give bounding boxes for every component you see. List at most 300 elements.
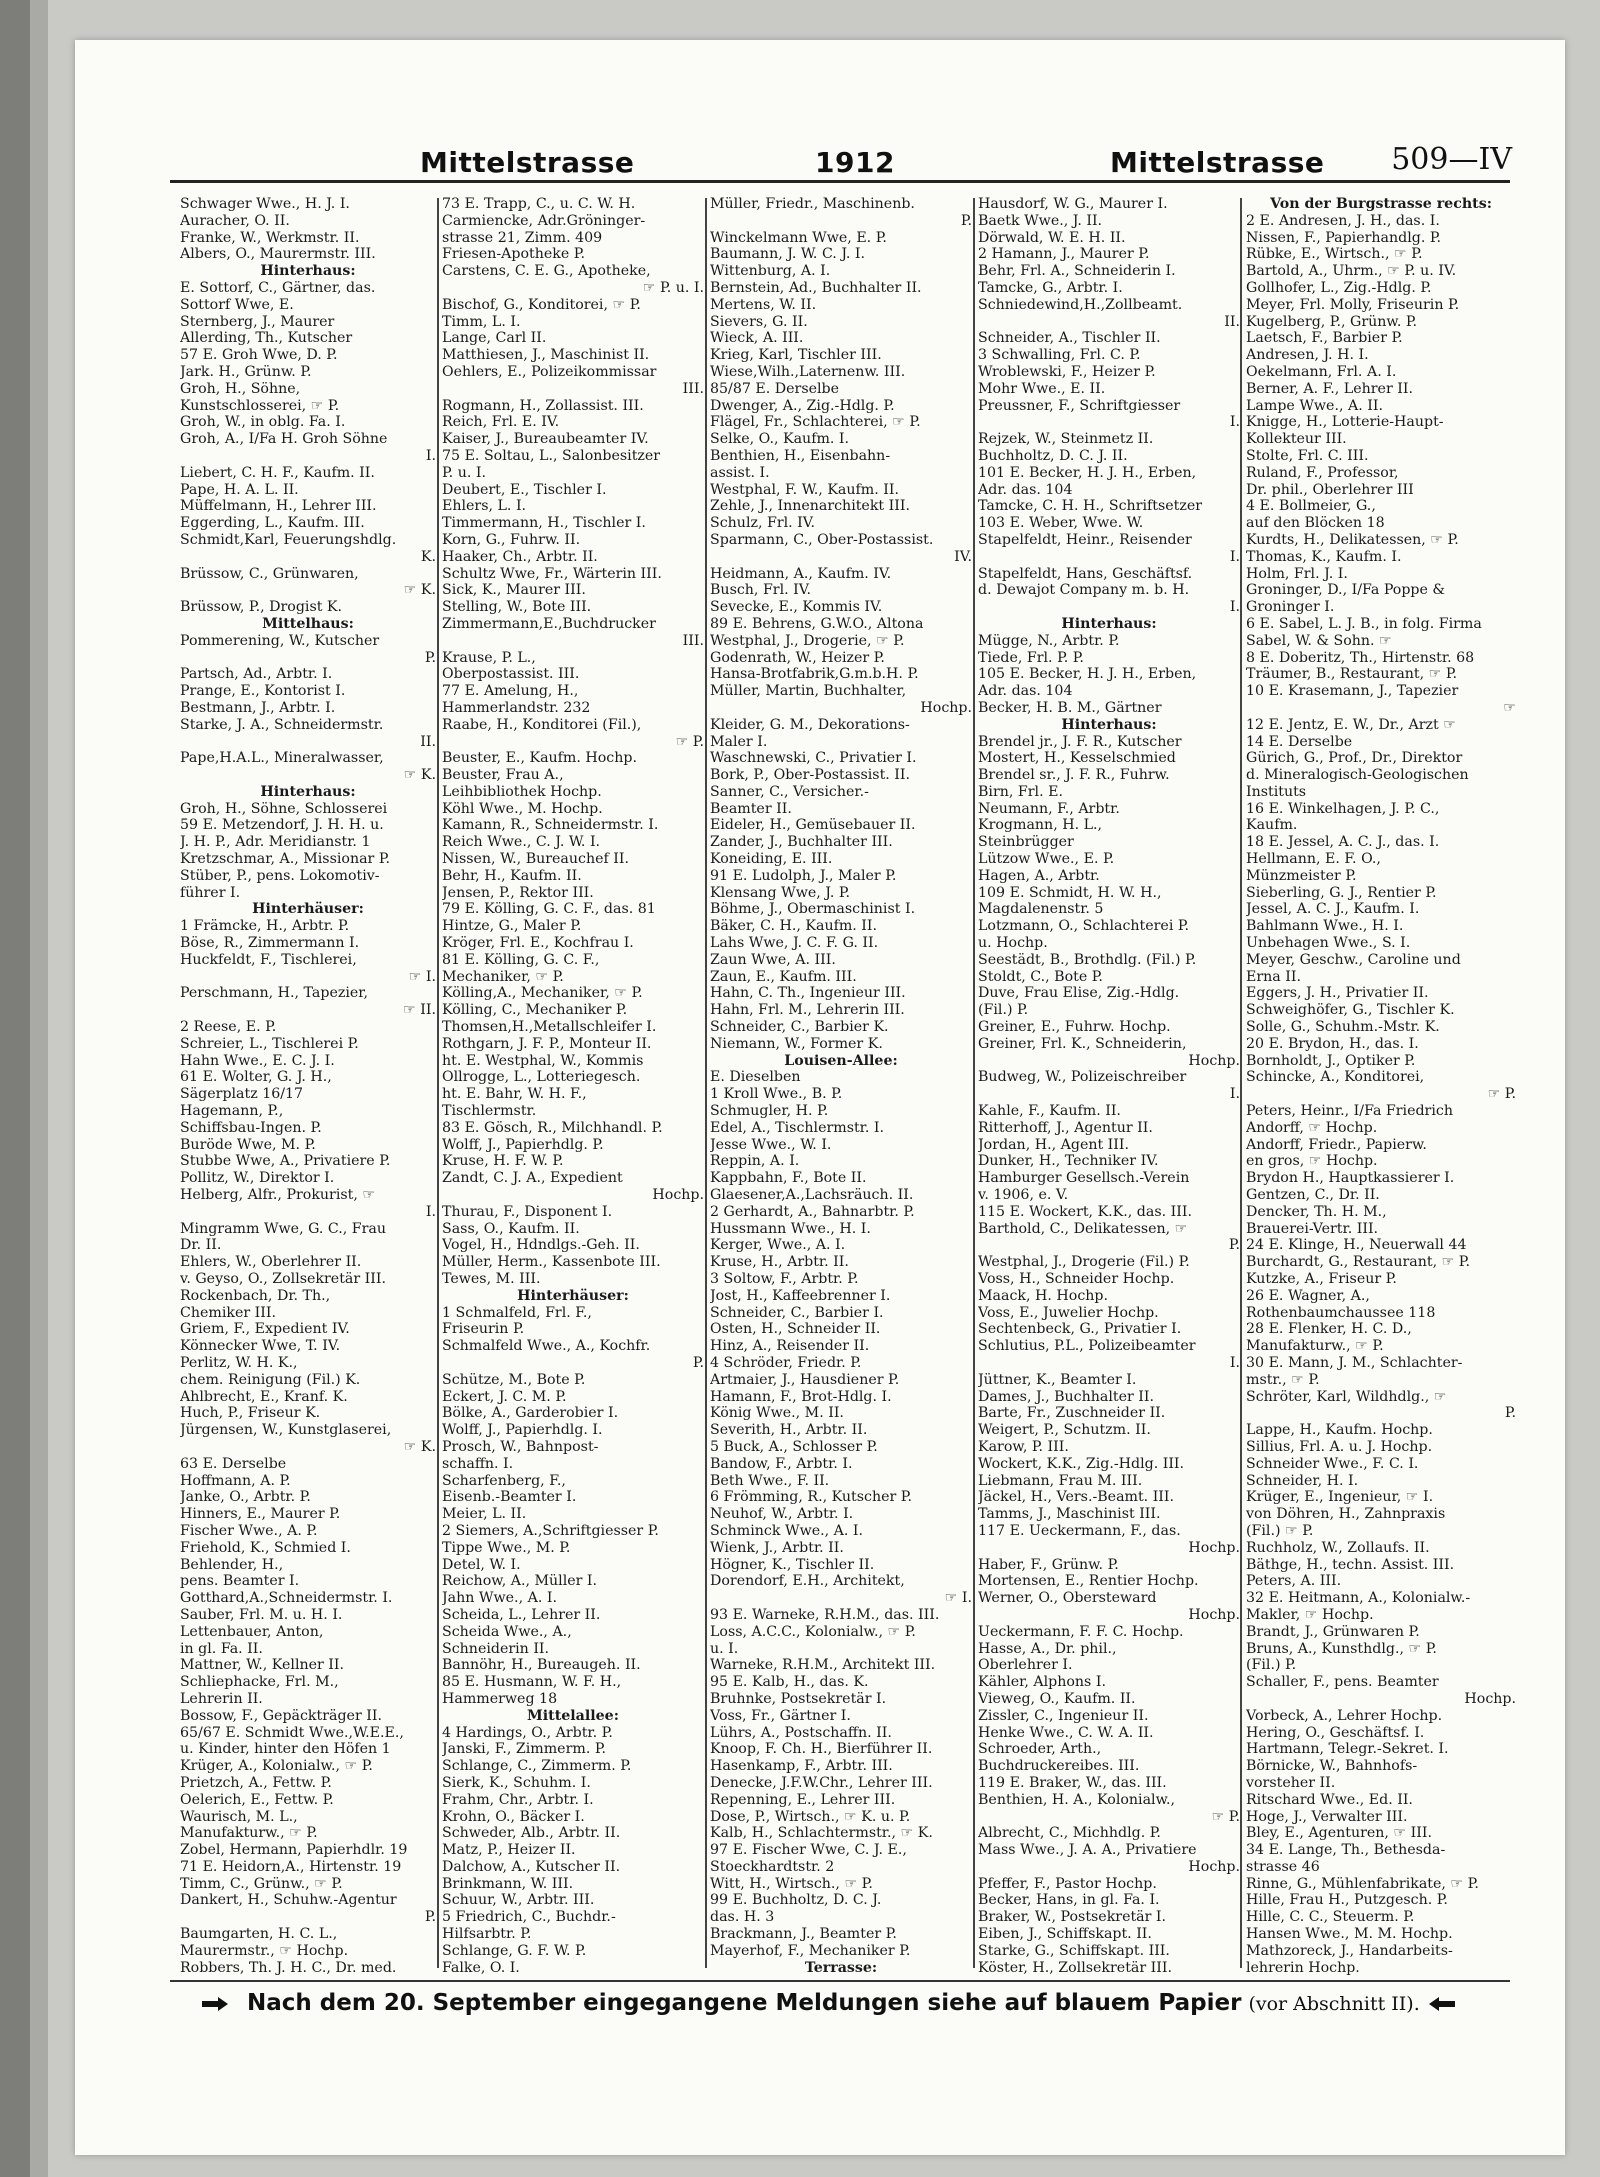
directory-entry: Kutzke, A., Friseur P. (1246, 1271, 1397, 1287)
directory-entry: ☞ P. u. I. (642, 279, 704, 296)
directory-entry: Timm, C., Grünw., ☞ P. (180, 1875, 343, 1892)
directory-entry: Sechtenbeck, G., Privatier I. (978, 1321, 1182, 1338)
directory-entry: Thomsen,H.,Metallschleifer I. (442, 1019, 657, 1036)
directory-entry: Benthien, H. A., Kolonialw., (978, 1791, 1176, 1808)
directory-entry: Pfeffer, F., Pastor Hochp. (978, 1875, 1157, 1892)
directory-entry: Zander, J., Buchhalter III. (710, 834, 893, 851)
directory-entry: Edel, A., Tischlermstr. I. (710, 1119, 885, 1136)
directory-entry: Dunker, H., Techniker IV. (978, 1153, 1159, 1170)
directory-entry: Sass, O., Kaufm. II. (442, 1220, 580, 1237)
directory-entry: Ruland, F., Professor, (1246, 464, 1399, 481)
directory-entry: Lange, Carl II. (442, 330, 547, 347)
directory-entry: u. Kinder, hinter den Höfen 1 (180, 1741, 391, 1758)
directory-entry: Könnecker Wwe, T. IV. (180, 1338, 341, 1355)
directory-entry: Hamann, F., Brot-Hdlg. I. (710, 1388, 892, 1405)
directory-entry: Tamms, J., Maschinist III. (978, 1506, 1161, 1523)
directory-entry: 63 E. Derselbe (180, 1455, 287, 1472)
directory-entry: Behlender, H., (180, 1556, 284, 1573)
directory-entry: 12 E. Jentz, E. W., Dr., Arzt ☞ (1246, 716, 1456, 733)
directory-entry: Schlange, C., Zimmerm. P. (442, 1758, 632, 1775)
directory-entry: lehrerin Hochp. (1246, 1959, 1360, 1976)
directory-entry: Schaller, F., pens. Beamter (1246, 1674, 1439, 1691)
directory-entry: Köhl Wwe., M. Hochp. (442, 800, 603, 817)
directory-entry: Mass Wwe., J. A. A., Privatiere (978, 1842, 1197, 1859)
directory-entry: Starke, G., Schiffskapt. III. (978, 1942, 1170, 1959)
footer-note: (vor Abschnitt II). (1248, 1993, 1420, 2015)
directory-entry: Voss, E., Juwelier Hochp. (978, 1304, 1159, 1321)
directory-entry: Schuur, W., Arbtr. III. (442, 1892, 595, 1909)
directory-entry: Andorff, ☞ Hochp. (1246, 1119, 1378, 1136)
directory-entry: Vieweg, O., Kaufm. II. (978, 1690, 1136, 1707)
directory-entry: 34 E. Lange, Th., Bethesda- (1246, 1842, 1446, 1859)
directory-entry: ☞ P. (675, 733, 704, 750)
directory-entry: Carmiencke, Adr.Gröninger- (442, 212, 646, 229)
directory-entry: P. (424, 1909, 436, 1926)
directory-entry: 1 Främcke, H., Arbtr. P. (180, 918, 350, 935)
directory-entry: Haber, F., Grünw. P. (978, 1556, 1119, 1573)
directory-entry: Oekelmann, Frl. A. I. (1246, 363, 1397, 380)
directory-entry: Reppin, A. I. (710, 1153, 800, 1170)
directory-entry: 2 Gerhardt, A., Bahnarbtr. P. (710, 1203, 915, 1220)
directory-entry: 97 E. Fischer Wwe, C. J. E., (710, 1842, 907, 1859)
directory-entry: (Fil.) P. (978, 1002, 1029, 1019)
directory-entry: 26 E. Wagner, A., (1246, 1287, 1370, 1304)
directory-entry: Gürich, G., Prof., Dr., Direktor (1246, 750, 1463, 767)
directory-entry: Baetk Wwe., J. II. (978, 212, 1103, 229)
directory-entry: Bölke, A., Garderobier I. (442, 1405, 619, 1422)
directory-entry: Bork, P., Ober-Postassist. II. (710, 767, 911, 784)
directory-entry: vorsteher II. (1246, 1774, 1336, 1791)
directory-entry: Flägel, Fr., Schlachterei, ☞ P. (710, 414, 921, 431)
directory-entry: Meyer, Geschw., Caroline und (1246, 951, 1461, 968)
directory-entry: Reich, Frl. E. IV. (442, 414, 560, 431)
directory-entry: Schniedewind,H.,Zollbeamt. (978, 296, 1183, 313)
directory-entry: Tamcke, G., Arbtr. I. (978, 279, 1123, 296)
directory-entry: strasse 21, Zimm. 409 (442, 229, 603, 246)
directory-entry: Matz, P., Heizer II. (442, 1842, 576, 1859)
directory-entry: Mostert, H., Kesselschmied (978, 750, 1176, 767)
directory-entry: (Fil.) P. (1246, 1657, 1297, 1674)
directory-entry: Maack, H. Hochp. (978, 1287, 1108, 1304)
directory-entry: Huch, P., Friseur K. (180, 1405, 321, 1422)
directory-entry: Oberlehrer I. (978, 1657, 1073, 1674)
directory-entry: P. u. I. (442, 464, 486, 481)
directory-entry: Sabel, W. & Sohn. ☞ (1246, 632, 1392, 649)
directory-entry: das. H. 3 (710, 1909, 775, 1926)
directory-entry: Hussmann Wwe., H. I. (710, 1220, 871, 1237)
directory-entry: Peters, A. III. (1246, 1573, 1342, 1590)
directory-entry: Neuhof, W., Arbtr. I. (710, 1506, 854, 1523)
directory-entry: Brüssow, C., Grünwaren, (180, 565, 359, 582)
directory-entry: Zobel, Hermann, Papierhdlr. 19 (180, 1842, 408, 1859)
directory-entry: E. Sottorf, C., Gärtner, das. (180, 279, 376, 296)
directory-entry: Griem, F., Expedient IV. (180, 1321, 350, 1338)
directory-entry: 8 E. Doberitz, Th., Hirtenstr. 68 (1246, 649, 1475, 666)
directory-entry: Bernstein, Ad., Buchhalter II. (710, 279, 922, 296)
directory-entry: Schneider, H. I. (1246, 1472, 1359, 1489)
directory-entry: Baumgarten, H. C. L., (180, 1926, 338, 1943)
directory-entry: 4 E. Bollmeier, G., (1246, 498, 1376, 515)
header-rule (170, 180, 1510, 183)
directory-entry: Schreier, L., Tischlerei P. (180, 1035, 359, 1052)
directory-entry: Brydon H., Hauptkassierer I. (1246, 1170, 1455, 1187)
directory-entry: Koneiding, E. III. (710, 851, 833, 868)
directory-entry: 119 E. Braker, W., das. III. (978, 1774, 1167, 1791)
directory-entry: Rockenbach, Dr. Th., (180, 1287, 331, 1304)
directory-entry: Wiese,Wilh.,Laternenw. III. (710, 363, 906, 380)
directory-entry: E. Dieselben (710, 1069, 801, 1086)
directory-entry: Stapelfeldt, Heinr., Reisender (978, 531, 1192, 548)
directory-entry: 30 E. Mann, J. M., Schlachter- (1246, 1354, 1463, 1371)
directory-entry: Wockert, K.K., Zig.-Hdlg. III. (978, 1455, 1185, 1472)
directory-column-3 (710, 196, 972, 1976)
directory-entry: Lotzmann, O., Schlachterei P. (978, 918, 1190, 935)
directory-entry: Stapelfeldt, Hans, Geschäftsf. (978, 565, 1193, 582)
directory-entry: Kaufm. (1246, 817, 1298, 834)
directory-entry: Heidmann, A., Kaufm. IV. (710, 565, 892, 582)
directory-entry: ht. E. Westphal, W., Kommis (442, 1052, 644, 1069)
pointing-hand-icon (1427, 1995, 1457, 2013)
directory-entry: Jahn Wwe., A. I. (442, 1590, 557, 1607)
book-binding-edge (0, 0, 30, 2177)
directory-entry: 105 E. Becker, H. J. H., Erben, (978, 666, 1197, 683)
directory-entry: Terrasse: (804, 1959, 878, 1976)
directory-entry: 4 Hardings, O., Arbtr. P. (442, 1724, 613, 1741)
directory-entry: Hochp. (1188, 1858, 1240, 1875)
directory-entry: Rogmann, H., Zollassist. III. (442, 397, 644, 414)
directory-entry: Hinterhäuser: (252, 901, 364, 918)
directory-entry: Bley, E., Agenturen, ☞ III. (1246, 1825, 1432, 1842)
directory-entry: Sillius, Frl. A. u. J. Hochp. (1246, 1438, 1433, 1455)
directory-entry: Helberg, Alfr., Prokurist, ☞ (180, 1187, 376, 1204)
directory-entry: 117 E. Ueckermann, F., das. (978, 1522, 1181, 1539)
directory-entry: Kähler, Alphons I. (978, 1674, 1106, 1691)
directory-entry: Kahle, F., Kaufm. II. (978, 1103, 1121, 1120)
directory-entry: Hahn, C. Th., Ingenieur III. (710, 985, 906, 1002)
directory-entry: I. (1229, 599, 1240, 616)
directory-entry: 91 E. Ludolph, J., Maler P. (710, 867, 897, 884)
directory-entry: Pape,H.A.L., Mineralwasser, (180, 750, 384, 767)
directory-entry: Jesse Wwe., W. I. (710, 1136, 832, 1153)
directory-entry: Pommerening, W., Kutscher (180, 632, 380, 649)
directory-entry: Leihbibliothek Hochp. (442, 783, 602, 800)
directory-entry: Janke, O., Arbtr. P. (180, 1489, 311, 1506)
directory-entry: Becker, Hans, in gl. Fa. I. (978, 1892, 1160, 1909)
directory-entry: ☞ I. (944, 1590, 972, 1607)
directory-entry: Wroblewski, F., Heizer P. (978, 363, 1156, 380)
directory-entry: Oelerich, E., Fettw. P. (180, 1791, 334, 1808)
directory-entry: Carstens, C. E. G., Apotheke, (442, 263, 651, 280)
directory-entry: Glaesener,A.,Lachsräuch. II. (710, 1187, 914, 1204)
directory-entry: Pape, H. A. L. II. (180, 481, 299, 498)
directory-entry: Mittelallee: (527, 1707, 619, 1724)
directory-entry: Dr. phil., Oberlehrer III (1246, 481, 1414, 498)
directory-entry: Eggerding, L., Kaufm. III. (180, 515, 365, 532)
directory-entry: Zimmermann,E.,Buchdrucker (442, 615, 656, 632)
directory-entry: Hinners, E., Maurer P. (180, 1506, 341, 1523)
directory-entry: Stoeckhardtstr. 2 (710, 1858, 835, 1875)
directory-entry: Solle, G., Schuhm.-Mstr. K. (1246, 1019, 1440, 1036)
directory-entry: Hansa-Brotfabrik,G.m.b.H. P. (710, 666, 919, 683)
directory-entry: ☞ (1503, 699, 1516, 716)
directory-entry: Mittelhaus: (262, 615, 354, 632)
directory-entry: Laetsch, F., Barbier P. (1246, 330, 1403, 347)
directory-entry: Allerding, Th., Kutscher (180, 330, 353, 347)
directory-entry: III. (682, 380, 704, 397)
directory-entry: Sierk, K., Schuhm. I. (442, 1774, 591, 1791)
directory-entry: Brendel sr., J. F. R., Fuhrw. (978, 767, 1170, 784)
directory-entry: Dankert, H., Schuhw.-Agentur (180, 1892, 397, 1909)
directory-entry: v. Geyso, O., Zollsekretär III. (180, 1271, 386, 1287)
directory-entry: Westphal, J., Drogerie, ☞ P. (710, 632, 905, 649)
directory-entry: Knoop, F. Ch. H., Bierführer II. (710, 1741, 933, 1758)
directory-entry: Gentzen, C., Dr. II. (1246, 1187, 1380, 1204)
directory-entry: assist. I. (710, 464, 770, 481)
directory-entry: 81 E. Kölling, G. C. F., (442, 951, 600, 968)
directory-entry: Benthien, H., Eisenbahn- (710, 447, 891, 464)
directory-entry: 3 Soltow, F., Arbtr. P. (710, 1271, 859, 1287)
directory-entry: Thomas, K., Kaufm. I. (1246, 548, 1402, 565)
directory-entry: Oberpostassist. III. (442, 666, 580, 683)
directory-entry: Werner, O., Obersteward (978, 1590, 1157, 1607)
directory-entry: Mathzoreck, J., Handarbeits- (1246, 1942, 1453, 1959)
directory-entry: I. (1229, 548, 1240, 565)
directory-entry: Kappbahn, F., Bote II. (710, 1170, 867, 1187)
directory-entry: Dr. II. (180, 1237, 222, 1254)
directory-entry: Bruhnke, Postsekretär I. (710, 1690, 887, 1707)
directory-entry: Jensen, P., Rektor III. (442, 884, 594, 901)
directory-entry: Groh, H., Söhne, (180, 380, 301, 397)
directory-entry: Beth Wwe., F. II. (710, 1472, 830, 1489)
directory-entry: v. 1906, e. V. (978, 1187, 1069, 1204)
directory-entry: Ritterhoff, J., Agentur II. (978, 1119, 1153, 1136)
directory-entry: Greiner, Frl. K., Schneiderin, (978, 1035, 1187, 1052)
directory-entry: Schneider Wwe., F. C. I. (1246, 1455, 1419, 1472)
directory-entry: Bossow, F., Gepäckträger II. (180, 1707, 382, 1724)
directory-entry: Repenning, E., Lehrer III. (710, 1791, 896, 1808)
directory-entry: Groh, W., in oblg. Fa. I. (180, 414, 346, 431)
directory-entry: Budweg, W., Polizeischreiber (978, 1069, 1187, 1086)
directory-entry: Manufakturw., ☞ P. (180, 1825, 318, 1842)
directory-entry: Prange, E., Kontorist I. (180, 683, 346, 700)
directory-entry: 99 E. Buchholtz, D. C. J. (710, 1892, 882, 1909)
directory-entry: Niemann, W., Former K. (710, 1035, 883, 1052)
directory-entry: Hochp. (652, 1187, 704, 1204)
directory-entry: J. H. P., Adr. Meridianstr. 1 (180, 834, 371, 851)
directory-entry: Sievers, G. II. (710, 313, 808, 330)
directory-entry: Eggers, J. H., Privatier II. (1246, 985, 1429, 1002)
directory-entry: Tippe Wwe., M. P. (442, 1539, 571, 1556)
pointing-hand-icon (200, 1995, 230, 2013)
year-label: 1912 (815, 146, 895, 179)
directory-entry: strasse 46 (1246, 1858, 1320, 1875)
directory-entry: Lahs Wwe, J. C. F. G. II. (710, 935, 879, 952)
directory-entry: Zandt, C. J. A., Expedient (442, 1170, 623, 1187)
directory-entry: Brandt, J., Grünwaren P. (1246, 1623, 1420, 1640)
directory-entry: Hilfsarbtr. P. (442, 1926, 532, 1943)
directory-entry: Burchardt, G., Restaurant, ☞ P. (1246, 1254, 1470, 1271)
directory-entry: 5 Buck, A., Schlosser P. (710, 1438, 878, 1455)
directory-entry: Severith, H., Arbtr. II. (710, 1422, 868, 1439)
directory-entry: Kruse, H. F. W. P. (442, 1153, 564, 1170)
directory-entry: u. I. (710, 1640, 739, 1657)
directory-entry: 65/67 E. Schmidt Wwe.,W.E.E., (180, 1724, 404, 1741)
directory-entry: Müller, Martin, Buchhalter, (710, 683, 907, 700)
directory-entry: Janski, F., Zimmerm. P. (442, 1741, 607, 1758)
directory-entry: Kunstschlosserei, ☞ P. (180, 397, 340, 414)
directory-entry: Albrecht, C., Michhdlg. P. (978, 1825, 1161, 1842)
directory-entry: Maler I. (710, 733, 768, 750)
directory-entry: Kurdts, H., Delikatessen, ☞ P. (1246, 531, 1459, 548)
directory-entry: Nissen, F., Papierhandlg. P. (1246, 229, 1442, 246)
directory-entry: Rinne, G., Mühlenfabrikate, ☞ P. (1246, 1875, 1479, 1892)
directory-entry: Schneider, C., Barbier I. (710, 1304, 884, 1321)
directory-entry: Hinterhäuser: (517, 1287, 629, 1304)
directory-entry: Thurau, F., Disponent I. (442, 1203, 613, 1220)
directory-entry: 79 E. Kölling, G. C. F., das. 81 (442, 901, 656, 918)
directory-entry: Krüger, A., Kolonialw., ☞ P. (180, 1758, 373, 1775)
directory-entry: Reichow, A., Müller I. (442, 1573, 598, 1590)
directory-entry: ☞ P. (1211, 1808, 1240, 1825)
directory-entry: P. (692, 1354, 704, 1371)
directory-entry: Haaker, Ch., Arbtr. II. (442, 548, 598, 565)
directory-entry: Scheida Wwe., A., (442, 1623, 572, 1640)
directory-entry: Bischof, G., Konditorei, ☞ P. (442, 296, 641, 313)
directory-entry: Frahm, Chr., Arbtr. I. (442, 1791, 594, 1808)
directory-entry: 1 Schmalfeld, Frl. F., (442, 1304, 592, 1321)
directory-entry: Timm, L. I. (442, 313, 521, 330)
directory-entry: schaffn. I. (442, 1455, 514, 1472)
directory-entry: Voss, H., Schneider Hochp. (978, 1271, 1175, 1287)
directory-entry: Jost, H., Kaffeebrenner I. (710, 1287, 891, 1304)
directory-entry: Oehlers, E., Polizeikommissar (442, 363, 657, 380)
directory-entry: Schneider, C., Barbier K. (710, 1019, 889, 1036)
directory-entry: in gl. Fa. II. (180, 1640, 263, 1657)
directory-entry: 10 E. Krasemann, J., Tapezier (1246, 683, 1459, 700)
directory-entry: Von der Burgstrasse rechts: (1270, 196, 1492, 212)
directory-entry: Hinterhaus: (260, 783, 356, 800)
directory-entry: Timmermann, H., Tischler I. (442, 515, 646, 532)
directory-entry: Bandow, F., Arbtr. I. (710, 1455, 853, 1472)
directory-entry: Karow, P. III. (978, 1438, 1069, 1455)
directory-entry: Pollitz, W., Direktor I. (180, 1170, 335, 1187)
directory-entry: Müffelmann, H., Lehrer III. (180, 498, 377, 515)
directory-entry: Krohn, O., Bäcker I. (442, 1808, 585, 1825)
directory-entry: 2 Siemers, A.,Schriftgiesser P. (442, 1522, 659, 1539)
directory-entry: Kruse, H., Arbtr. II. (710, 1254, 849, 1271)
directory-entry: Sanner, C., Versicher.- (710, 783, 869, 800)
directory-entry: Ritschard Wwe., Ed. II. (1246, 1791, 1413, 1808)
directory-entry: Hausdorf, W. G., Maurer I. (978, 196, 1168, 212)
directory-entry: Högner, K., Tischler II. (710, 1556, 875, 1573)
directory-column-2 (442, 196, 704, 1976)
page-header (80, 88, 1520, 178)
directory-entry: Tamcke, C. H. H., Schriftsetzer (978, 498, 1202, 515)
directory-entry: 109 E. Schmidt, H. W. H., (978, 884, 1162, 901)
directory-entry: Meyer, Frl. Molly, Friseurin P. (1246, 296, 1460, 313)
directory-entry: Schmalfeld Wwe., A., Kochfr. (442, 1338, 651, 1355)
directory-entry: 16 E. Winkelhagen, J. P. C., (1246, 800, 1440, 817)
directory-entry: K. (420, 548, 436, 565)
directory-entry: Ehlers, W., Oberlehrer II. (180, 1254, 362, 1271)
directory-entry: Jark. H., Grünw. P. (180, 363, 312, 380)
directory-entry: Becker, H. B. M., Gärtner (978, 699, 1162, 716)
directory-entry: pens. Beamter I. (180, 1573, 300, 1590)
directory-entry: 85/87 E. Derselbe (710, 380, 840, 397)
directory-entry: Sternberg, J., Maurer (180, 313, 335, 330)
directory-entry: Partsch, Ad., Arbtr. I. (180, 666, 333, 683)
directory-entry: ☞ K. (403, 1438, 436, 1455)
directory-entry: Selke, O., Kaufm. I. (710, 431, 850, 448)
directory-entry: Weigert, P., Schutzm. II. (978, 1422, 1151, 1439)
directory-entry: Loss, A.C.C., Kolonialw., ☞ P. (710, 1623, 916, 1640)
directory-entry: Braker, W., Postsekretär I. (978, 1909, 1167, 1926)
directory-entry: Franke, W., Werkmstr. II. (180, 229, 360, 246)
directory-entry: 20 E. Brydon, H., das. I. (1246, 1035, 1419, 1052)
directory-entry: Westphal, J., Drogerie (Fil.) P. (978, 1254, 1190, 1271)
directory-entry: Mayerhof, F., Mechaniker P. (710, 1942, 911, 1959)
directory-entry: Holm, Frl. J. I. (1246, 565, 1348, 582)
directory-entry: Bornholdt, J., Optiker P. (1246, 1052, 1416, 1069)
directory-entry: Sauber, Frl. M. u. H. I. (180, 1606, 343, 1623)
directory-entry: Sevecke, E., Kommis IV. (710, 599, 883, 616)
directory-entry: Baumann, J. W. C. J. I. (710, 246, 866, 263)
directory-entry: Raabe, H., Konditorei (Fil.), (442, 716, 642, 733)
directory-entry: mstr., ☞ P. (1246, 1371, 1320, 1388)
directory-entry: Hasenkamp, F., Arbtr. III. (710, 1758, 893, 1775)
directory-entry: 89 E. Behrens, G.W.O., Altona (710, 615, 924, 632)
directory-entry: Brauerei-Vertr. III. (1246, 1220, 1379, 1237)
directory-entry: Dörwald, W. E. H. II. (978, 229, 1126, 246)
directory-entry: Schulz, Frl. IV. (710, 515, 816, 532)
directory-entry: Korn, G., Fuhrw. II. (442, 531, 581, 548)
directory-entry: Auracher, O. II. (180, 212, 290, 229)
directory-entry: Hagen, A., Arbtr. (978, 867, 1100, 884)
directory-entry: Falke, O. I. (442, 1959, 520, 1976)
directory-entry: ☞ II. (403, 1002, 436, 1019)
directory-entry: Sick, K., Maurer III. (442, 582, 586, 599)
directory-entry: Kollekteur III. (1246, 431, 1347, 448)
directory-entry: ☞ P. (1487, 1086, 1516, 1103)
directory-entry: 85 E. Husmann, W. F. H., (442, 1674, 622, 1691)
directory-entry: 2 Hamann, J., Maurer P. (978, 246, 1150, 263)
directory-entry: Busch, Frl. IV. (710, 582, 812, 599)
directory-entry: Beamter II. (710, 800, 792, 817)
directory-entry: Barte, Fr., Zuschneider II. (978, 1405, 1166, 1422)
directory-entry: Wolff, J., Papierhdlg. P. (442, 1136, 604, 1153)
directory-entry: Starke, J. A., Schneidermstr. (180, 716, 384, 733)
directory-entry: Kalb, H., Schlachtermstr., ☞ K. (710, 1825, 933, 1842)
directory-entry: Mertens, W. II. (710, 296, 817, 313)
directory-entry: Sägerplatz 16/17 (180, 1086, 304, 1103)
directory-column-1 (180, 196, 436, 1976)
directory-entry: Scheida, L., Lehrer II. (442, 1606, 601, 1623)
directory-entry: Berner, A. F., Lehrer II. (1246, 380, 1413, 397)
directory-entry: 75 E. Soltau, L., Salonbesitzer (442, 447, 661, 464)
directory-entry: 3 Schwalling, Frl. C. P. (978, 347, 1141, 364)
directory-entry: Hinterhaus: (260, 263, 356, 280)
directory-entry: chem. Reinigung (Fil.) K. (180, 1371, 361, 1388)
directory-entry: Friesen-Apotheke P. (442, 246, 585, 263)
directory-entry: auf den Blöcken 18 (1246, 515, 1385, 532)
directory-entry: 2 E. Andresen, J. H., das. I. (1246, 212, 1440, 229)
directory-entry: Dalchow, A., Kutscher II. (442, 1858, 621, 1875)
directory-entry: führer I. (180, 884, 241, 901)
directory-entry: Groh, A., I/Fa H. Groh Söhne (180, 431, 388, 448)
directory-entry: Waschnewski, C., Privatier I. (710, 750, 917, 767)
directory-entry: Bäthge, H., techn. Assist. III. (1246, 1556, 1455, 1573)
directory-entry: Schlutius, P.L., Polizeibeamter (978, 1338, 1196, 1355)
